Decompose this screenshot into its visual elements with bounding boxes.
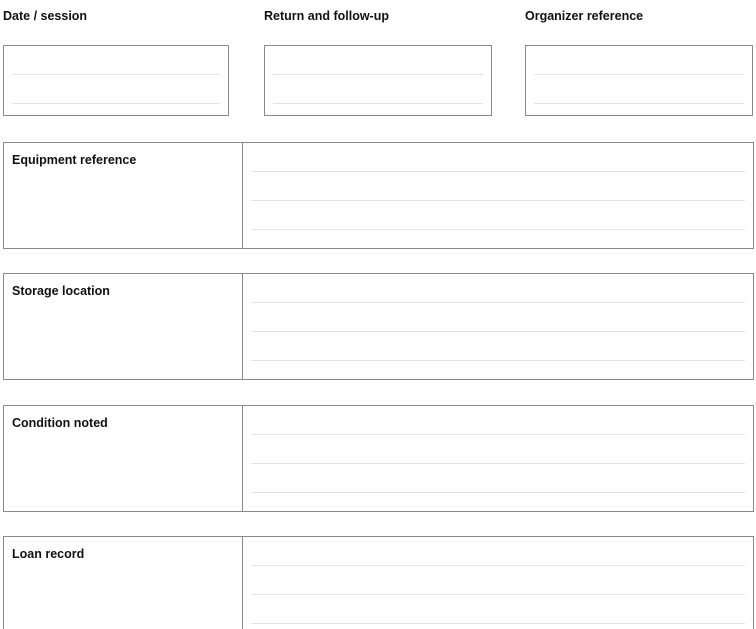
writing-line (273, 74, 483, 75)
writing-line (251, 623, 745, 624)
header-field-label: Date / session (3, 9, 88, 23)
writing-line (12, 103, 220, 104)
condition-noted-entry-area[interactable] (243, 406, 753, 511)
section-equipment-reference (3, 142, 754, 249)
section-loan-record (3, 536, 754, 629)
writing-line (251, 229, 745, 230)
writing-line (251, 594, 745, 595)
section-label: Equipment reference (12, 153, 137, 167)
section-label: Loan record (12, 547, 85, 561)
header-field-label: Organizer reference (525, 9, 644, 23)
writing-line (534, 103, 744, 104)
writing-line (251, 360, 745, 361)
writing-line (251, 565, 745, 566)
section-label-cell (4, 406, 243, 511)
writing-line (251, 200, 745, 201)
return-follow-up-input-box[interactable] (264, 45, 492, 116)
section-condition-noted (3, 405, 754, 512)
section-storage-location (3, 273, 754, 380)
writing-line (273, 103, 483, 104)
writing-line (251, 492, 745, 493)
header-field-label: Return and follow-up (264, 9, 389, 23)
section-label-cell (4, 143, 243, 248)
writing-line (534, 74, 744, 75)
date-session-input-box[interactable] (3, 45, 229, 116)
writing-line (251, 331, 745, 332)
storage-location-entry-area[interactable] (243, 274, 753, 379)
writing-line (251, 434, 745, 435)
equipment-reference-entry-area[interactable] (243, 143, 753, 248)
section-label-cell (4, 537, 243, 629)
loan-record-entry-area[interactable] (243, 537, 753, 629)
writing-line (251, 463, 745, 464)
writing-line (12, 74, 220, 75)
organizer-reference-input-box[interactable] (525, 45, 753, 116)
writing-line (251, 302, 745, 303)
section-label-cell (4, 274, 243, 379)
section-label: Storage location (12, 284, 110, 298)
section-label: Condition noted (12, 416, 108, 430)
writing-line (251, 171, 745, 172)
